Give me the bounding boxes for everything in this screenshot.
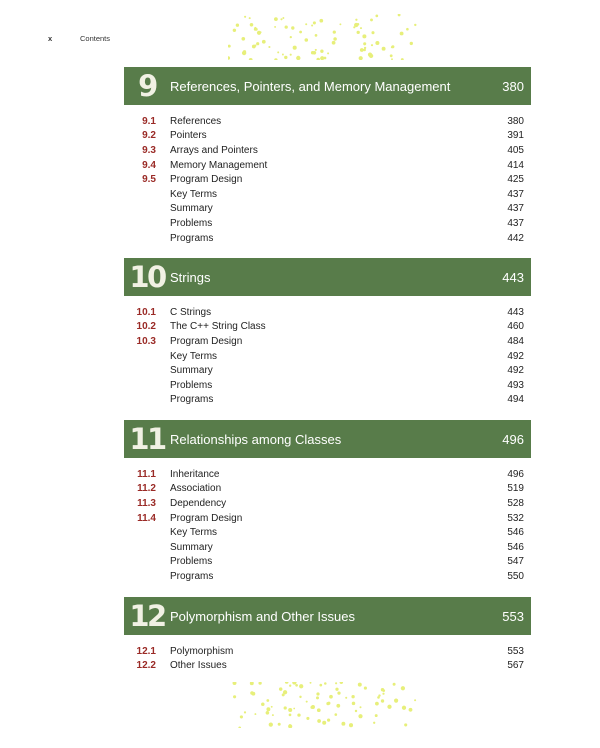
entry-title: Problems [170, 556, 213, 568]
chapter-entries [124, 114, 531, 245]
decorative-dot [249, 58, 253, 60]
toc-entry[interactable] [124, 496, 531, 511]
decorative-dot [333, 37, 337, 41]
decorative-dot [315, 34, 318, 37]
decorative-dot [299, 696, 301, 698]
entry-page: 460 [507, 321, 524, 333]
decorative-dot [299, 31, 302, 34]
decorative-dot [375, 15, 378, 18]
decorative-dot [266, 707, 270, 711]
decorative-dot [355, 710, 357, 712]
page-folio: x [48, 34, 53, 43]
decorative-dot [336, 704, 340, 708]
section-number: 12.2 [136, 660, 156, 672]
section-number: 11.2 [137, 483, 156, 495]
decorative-dot [274, 17, 278, 21]
decorative-dot [402, 706, 406, 710]
decorative-dot [313, 21, 316, 24]
decorative-dot [297, 713, 300, 716]
decorative-dot [305, 23, 307, 25]
toc-entry[interactable] [124, 540, 531, 555]
section-number: 10.3 [136, 335, 156, 347]
entry-title: Summary [170, 541, 213, 553]
decorative-dot [327, 719, 330, 722]
decorative-dot [315, 49, 317, 51]
toc-entry[interactable] [124, 172, 531, 187]
entry-title: Polymorphism [170, 645, 234, 657]
entry-page: 437 [507, 188, 524, 200]
decorative-dot [333, 30, 336, 33]
decorative-dot [274, 26, 276, 28]
decorative-dot [316, 692, 319, 695]
entry-title: Program Design [170, 512, 243, 524]
chapter-header[interactable] [124, 420, 531, 458]
entry-page: 546 [507, 541, 524, 553]
decorative-dot [249, 17, 251, 19]
section-number: 11.4 [137, 512, 156, 524]
entry-page: 437 [507, 203, 524, 215]
toc-entry[interactable] [124, 143, 531, 158]
toc-entry[interactable] [124, 305, 531, 320]
decorative-dot [378, 694, 380, 696]
decorative-dot [285, 682, 289, 684]
decorative-dot [404, 723, 407, 726]
decorative-dot [327, 52, 329, 54]
entry-page: 567 [507, 660, 524, 672]
entry-page: 380 [507, 115, 524, 127]
decorative-dot [337, 691, 340, 694]
entry-page: 546 [507, 527, 524, 539]
entry-title: Dependency [170, 497, 227, 509]
entry-page: 437 [507, 217, 524, 229]
entry-title: Arrays and Pointers [170, 144, 258, 156]
decorative-dot [288, 708, 292, 712]
decorative-dot [274, 58, 277, 60]
entry-title: Summary [170, 203, 213, 215]
chapter-title: References, Pointers, and Memory Management [170, 78, 451, 94]
decorative-dot [414, 699, 416, 701]
decorative-dot [390, 54, 393, 57]
decorative-dot [335, 682, 337, 684]
entry-title: Problems [170, 379, 213, 391]
section-number: 10.2 [136, 321, 156, 333]
decorative-dot [393, 683, 396, 686]
toc-entry[interactable] [124, 349, 531, 364]
entry-title: Programs [170, 394, 214, 406]
decorative-dot [329, 695, 333, 699]
decorative-dot [254, 713, 256, 715]
entry-page: 492 [507, 365, 524, 377]
section-number: 9.2 [142, 130, 156, 142]
decorative-dot [364, 687, 367, 690]
chapter-entries [124, 467, 531, 584]
section-number: 10.1 [136, 306, 156, 318]
running-head [48, 34, 110, 43]
decorative-dot [284, 706, 287, 709]
entry-title: Programs [170, 570, 214, 582]
decorative-dot [327, 702, 330, 705]
decorative-dot [381, 699, 384, 702]
chapter-title: Relationships among Classes [170, 431, 342, 447]
decorative-dot [375, 41, 379, 45]
decorative-dot [362, 34, 366, 38]
toc-entry[interactable] [124, 216, 531, 231]
decorative-dot [243, 50, 246, 53]
decorative-dot [241, 37, 245, 41]
entry-page: 425 [507, 174, 524, 186]
decorative-dot [334, 713, 337, 716]
decorative-dot [306, 717, 309, 720]
decorative-dot [349, 723, 353, 727]
toc-entry[interactable] [124, 569, 531, 584]
decorative-dot [371, 44, 373, 46]
chapter-title: Strings [170, 269, 211, 285]
decorative-dot [310, 682, 312, 684]
decorative-dot [319, 19, 323, 23]
decorative-dot [269, 722, 273, 726]
decorative-dot [339, 23, 341, 25]
section-number: 9.3 [142, 144, 156, 156]
toc-entry[interactable] [124, 334, 531, 349]
section-number: 11.1 [137, 468, 156, 480]
decorative-dot [289, 714, 292, 717]
entry-page: 553 [507, 645, 524, 657]
entry-page: 414 [507, 159, 524, 171]
chapter-number: 10 [129, 260, 165, 294]
decorative-dot [355, 19, 357, 21]
chapter-11 [124, 420, 531, 584]
decorative-dot [268, 46, 270, 48]
decorative-dot [311, 24, 313, 26]
decorative-dot [398, 14, 401, 16]
entry-title: Memory Management [170, 159, 268, 171]
decorative-dot [228, 45, 231, 48]
chapter-entries [124, 305, 531, 407]
chapter-12 [124, 597, 531, 673]
decorative-dot [391, 58, 393, 60]
decorative-dot [317, 719, 321, 723]
toc-entry[interactable] [124, 378, 531, 393]
decorative-dot [284, 56, 287, 59]
chapter-page: 443 [502, 269, 524, 285]
decorative-dot [250, 682, 254, 685]
toc-entry[interactable] [124, 555, 531, 570]
decorative-dot [322, 721, 326, 725]
decorative-dot [359, 56, 363, 60]
decorative-dot [277, 51, 279, 53]
decorative-dot [382, 693, 384, 695]
decorative-dot [295, 684, 298, 687]
decorative-dot [409, 708, 413, 712]
decorative-dot [305, 38, 309, 42]
entry-page: 443 [507, 306, 524, 318]
decorative-dot [289, 685, 291, 687]
decorative-dot [256, 42, 259, 45]
decorative-dot [293, 46, 297, 50]
toc-entry[interactable] [124, 393, 531, 408]
entry-page: 484 [507, 335, 524, 347]
entry-title: Key Terms [170, 350, 218, 362]
entry-title: C Strings [170, 306, 212, 318]
toc-entry[interactable] [124, 129, 531, 144]
decorative-dot [320, 56, 324, 60]
toc-entry[interactable] [124, 202, 531, 217]
entry-page: 492 [507, 350, 524, 362]
decorative-dot [373, 722, 375, 724]
decorative-dot [375, 702, 379, 706]
decorative-dot [285, 25, 288, 28]
decorative-dot [266, 699, 269, 702]
decorative-dot [320, 50, 323, 53]
decorative-dot [370, 18, 373, 21]
entry-page: 532 [507, 512, 524, 524]
toc-entry[interactable] [124, 320, 531, 335]
chapter-10 [124, 258, 531, 407]
entry-title: Key Terms [170, 188, 218, 200]
decorative-dot [290, 36, 292, 38]
decorative-dot [316, 58, 320, 60]
decorative-dot [252, 692, 256, 696]
toc-entry[interactable] [124, 525, 531, 540]
decorative-dot [282, 54, 284, 56]
decorative-dot [288, 724, 292, 728]
chapter-page: 380 [502, 78, 524, 94]
entry-page: 496 [507, 468, 524, 480]
decorative-dot [358, 683, 362, 687]
decorative-dot [299, 684, 303, 688]
toc-entry[interactable] [124, 231, 531, 246]
entry-page: 528 [507, 497, 524, 509]
toc-entry[interactable] [124, 187, 531, 202]
decorative-dot [410, 42, 413, 45]
decorative-dot [360, 48, 364, 52]
decorative-dot [357, 31, 360, 34]
decorative-dot [387, 705, 391, 709]
toc-entry[interactable] [124, 644, 531, 659]
decorative-dot [272, 714, 274, 716]
entry-title: Pointers [170, 130, 207, 142]
decorative-dot [401, 686, 405, 690]
decorative-dot [357, 23, 360, 26]
toc-entry[interactable] [124, 511, 531, 526]
decorative-dot [293, 708, 295, 710]
decorative-dot [244, 16, 246, 18]
decorative-dot [324, 682, 327, 685]
chapter-number: 9 [138, 69, 156, 103]
decorative-dot [259, 31, 261, 33]
decorative-dot [279, 687, 282, 690]
entry-page: 519 [507, 483, 524, 495]
entry-title: Program Design [170, 335, 243, 347]
decorative-dot [254, 44, 256, 46]
section-number: 9.4 [142, 159, 156, 171]
decorative-dot [278, 723, 281, 726]
decorative-dot [240, 715, 243, 718]
decorative-dot [254, 28, 257, 31]
decorative-dot [271, 706, 273, 708]
decorative-dot-pattern-bottom [228, 682, 418, 728]
decorative-dot [335, 688, 338, 691]
toc-entry[interactable] [124, 114, 531, 129]
decorative-dot [290, 54, 292, 56]
decorative-dot [391, 46, 393, 48]
entry-title: Other Issues [170, 660, 227, 672]
decorative-dot [360, 706, 362, 708]
decorative-dot [296, 56, 300, 60]
chapter-number: 12 [129, 599, 165, 633]
entry-page: 493 [507, 379, 524, 391]
decorative-dot [345, 697, 347, 699]
decorative-dot [311, 51, 314, 54]
decorative-dot [280, 18, 282, 20]
chapter-header[interactable] [124, 258, 531, 296]
entry-title: Problems [170, 217, 213, 229]
entry-title: Summary [170, 365, 213, 377]
decorative-dot [233, 29, 236, 32]
decorative-dot [382, 47, 386, 51]
decorative-dot [266, 711, 270, 715]
toc-entry[interactable] [124, 158, 531, 173]
decorative-dot [358, 714, 362, 718]
chapter-title: Polymorphism and Other Issues [170, 608, 355, 624]
decorative-dot [363, 42, 366, 45]
section-number: 9.1 [142, 115, 156, 127]
decorative-dot [341, 722, 345, 726]
chapter-header[interactable] [124, 67, 531, 105]
entry-title: References [170, 115, 222, 127]
decorative-dot [360, 27, 362, 29]
entry-page: 442 [507, 232, 524, 244]
decorative-dot [371, 31, 374, 34]
decorative-dot [228, 56, 230, 60]
entry-page: 405 [507, 144, 524, 156]
decorative-dot [317, 708, 321, 712]
entry-title: Association [170, 483, 222, 495]
chapter-9 [124, 67, 531, 245]
decorative-dot [306, 701, 308, 703]
decorative-dot [340, 682, 343, 684]
chapter-number: 11 [129, 422, 165, 456]
entry-title: Key Terms [170, 527, 218, 539]
decorative-dot [233, 682, 237, 685]
chapter-entries [124, 644, 531, 673]
decorative-dot [250, 23, 254, 27]
section-number: 9.5 [142, 174, 156, 186]
decorative-dot [375, 714, 378, 717]
entry-title: Programs [170, 232, 214, 244]
decorative-dot [363, 49, 366, 52]
decorative-dot [352, 702, 356, 706]
decorative-dot [382, 689, 385, 692]
decorative-dot [236, 24, 239, 27]
decorative-dot [319, 684, 322, 687]
decorative-dot [261, 703, 265, 707]
entry-page: 494 [507, 394, 524, 406]
section-number: 11.3 [137, 497, 156, 509]
decorative-dot [394, 699, 398, 703]
decorative-dot [414, 24, 416, 26]
decorative-dot [291, 26, 294, 29]
decorative-dot [401, 58, 404, 60]
chapter-header[interactable] [124, 597, 531, 635]
entry-title: Inheritance [170, 468, 220, 480]
toc-entry[interactable] [124, 659, 531, 674]
decorative-dot [238, 727, 241, 728]
decorative-dot [369, 54, 373, 58]
entry-page: 550 [507, 570, 524, 582]
chapter-page: 553 [502, 608, 524, 624]
chapter-page: 496 [502, 431, 524, 447]
entry-title: Program Design [170, 174, 243, 186]
decorative-dot [262, 40, 266, 44]
decorative-dot [258, 682, 261, 685]
section-number: 12.1 [136, 645, 156, 657]
decorative-dot [316, 696, 319, 699]
decorative-dot [282, 17, 284, 19]
decorative-dot [233, 695, 236, 698]
entry-page: 547 [507, 556, 524, 568]
decorative-dot [310, 706, 313, 709]
toc-entry[interactable] [124, 363, 531, 378]
decorative-dot [244, 711, 246, 713]
decorative-dot [400, 32, 404, 36]
entry-title: The C++ String Class [170, 321, 266, 333]
decorative-dot-pattern-top [228, 14, 418, 60]
decorative-dot [406, 28, 409, 31]
entry-page: 391 [507, 130, 524, 142]
decorative-dot [332, 41, 336, 45]
decorative-dot [283, 690, 287, 694]
toc-entry[interactable] [124, 482, 531, 497]
running-head-label: Contents [80, 34, 111, 43]
decorative-dot [351, 695, 354, 698]
toc-entry[interactable] [124, 467, 531, 482]
